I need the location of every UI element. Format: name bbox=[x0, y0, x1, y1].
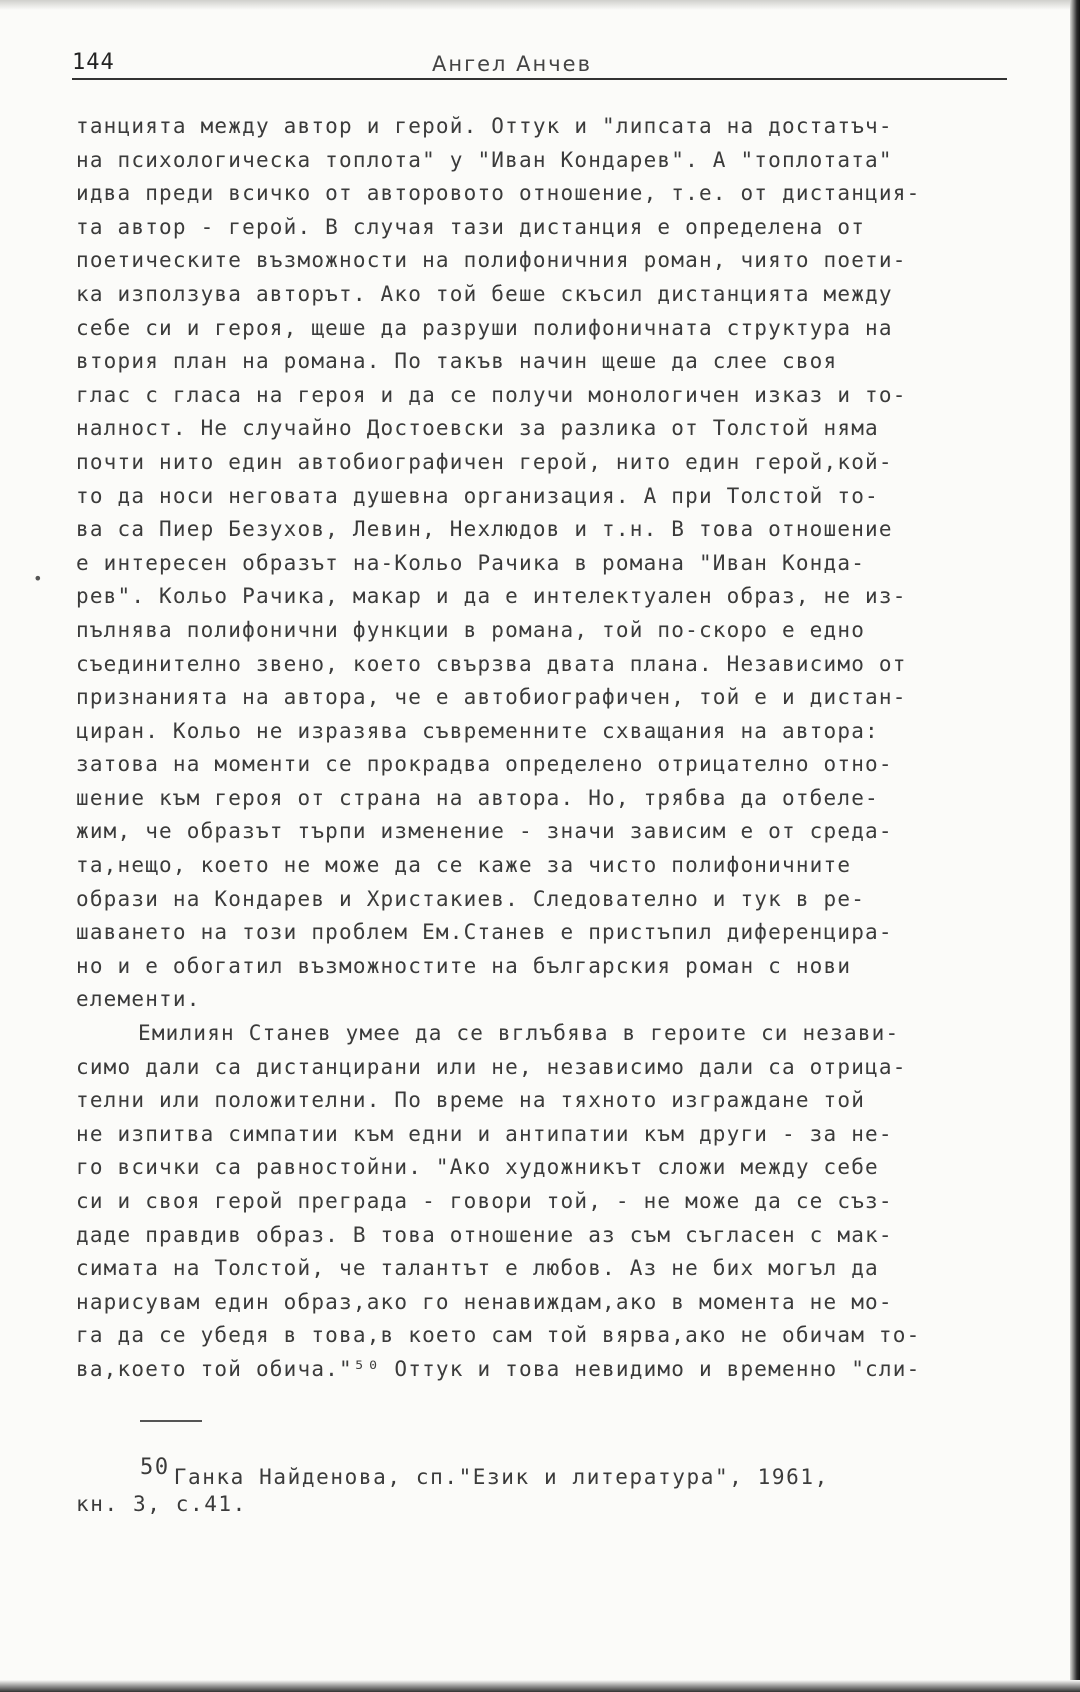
footnote bbox=[76, 1450, 1011, 1522]
text-line: Емилиян Станев умее да се вглъбява в героите си незави- bbox=[138, 1021, 900, 1046]
text-line: телни или положителни. По време на тяхното изграждане той bbox=[76, 1088, 866, 1113]
footnote-line-1 bbox=[76, 1450, 1011, 1489]
text-line: е интересен образът на-Кольо Рачика в романа "Иван Конда- bbox=[76, 550, 866, 575]
text-line: втория план на романа. По такъв начин щеше да слее своя bbox=[76, 349, 838, 374]
text-line: та,нещо, което не може да се каже за чисто полифоничните bbox=[76, 853, 852, 878]
footnote-line-2: кн. 3, с.41. bbox=[76, 1492, 247, 1516]
page-top-edge bbox=[0, 0, 1080, 10]
text-line: образи на Кондарев и Христакиев. Следователно и тук в ре- bbox=[76, 886, 866, 911]
footnote-text: Ганка Найденова, сп."Език и литература", 1961, bbox=[173, 1465, 829, 1489]
text-line: глас с гласа на героя и да се получи монологичен изказ и то- bbox=[76, 382, 907, 407]
text-line: та автор - герой. В случая тази дистанция е определена от bbox=[76, 214, 866, 239]
text-line: ва,което той обича."⁵⁰ Оттук и това невидимо и временно "сли- bbox=[76, 1356, 921, 1381]
margin-mark: • bbox=[33, 569, 43, 588]
text-line: то да носи неговата душевна организация. А при Толстой то- bbox=[76, 483, 879, 508]
text-line: елементи. bbox=[76, 987, 201, 1012]
text-line: нарисувам един образ,ако го ненавиждам,ако в момента не мо- bbox=[76, 1289, 893, 1314]
running-head: Ангел Анчев bbox=[432, 52, 592, 76]
text-line: не изпитва симпатии към едни и антипатии към други - за не- bbox=[76, 1121, 893, 1146]
text-line: рев". Кольо Рачика, макар и да е интелектуален образ, не из- bbox=[76, 584, 907, 609]
paragraph-2 bbox=[76, 1017, 1011, 1387]
text-line: почти нито един автобиографичен герой, нито един герой,кой- bbox=[76, 449, 893, 474]
paragraph-1 bbox=[76, 110, 1011, 1017]
text-line: циран. Кольо не изразява съвременните схващания на автора: bbox=[76, 718, 879, 743]
header-rule bbox=[72, 78, 1007, 80]
text-line: симата на Толстой, че талантът е любов. Аз не бих могъл да bbox=[76, 1256, 879, 1281]
text-line: себе си и героя, щеше да разруши полифоничната структура на bbox=[76, 315, 893, 340]
text-line: затова на моменти се прокрадва определено отрицателно отно- bbox=[76, 752, 893, 777]
text-line: пълнява полифонични функции в романа, той по-скоро е едно bbox=[76, 617, 866, 642]
footnote-mark: 50 bbox=[140, 1455, 170, 1480]
page-header bbox=[72, 50, 1007, 80]
text-line: симо дали са дистанцирани или не, независимо дали са отрица- bbox=[76, 1054, 907, 1079]
text-line: съединително звено, което свързва двата плана. Независимо от bbox=[76, 651, 907, 676]
text-line: ва са Пиер Безухов, Левин, Нехлюдов и т.н. В това отношение bbox=[76, 517, 893, 542]
text-line: си и своя герой преграда - говори той, - не може да се съз- bbox=[76, 1189, 893, 1213]
text-line: шение към героя от страна на автора. Но, трябва да отбеле- bbox=[76, 785, 879, 810]
page-number: 144 bbox=[72, 50, 115, 75]
text-line: поетическите възможности на полифоничния роман, чиято поети- bbox=[76, 248, 907, 273]
text-line: танцията между автор и герой. Оттук и "липсата на достатъч- bbox=[76, 114, 893, 138]
footnote-rule bbox=[140, 1420, 202, 1422]
text-line: признанията на автора, че е автобиографичен, той е и дистан- bbox=[76, 685, 907, 710]
text-line: го всички са равностойни. "Ако художникът сложи между себе bbox=[76, 1155, 879, 1180]
text-line: на психологическа топлота" у "Иван Кондарев". А "топлотата" bbox=[76, 147, 893, 172]
text-line: но и е обогатил възможностите на българския роман с нови bbox=[76, 953, 852, 978]
text-line: га да се убедя в това,в което сам той вярва,ако не обичам то- bbox=[76, 1323, 921, 1348]
page-spine-shadow bbox=[1070, 0, 1080, 1692]
text-line: шаването на този проблем Ем.Станев е пристъпил диференцира- bbox=[76, 920, 893, 945]
page-bottom-edge bbox=[0, 1680, 1080, 1692]
text-line: даде правдив образ. В това отношение аз съм съгласен с мак- bbox=[76, 1222, 893, 1247]
text-line: жим, че образът търпи изменение - значи зависим е от среда- bbox=[76, 819, 893, 844]
text-line: идва преди всичко от авторовото отношение, т.е. от дистанция- bbox=[76, 181, 921, 206]
text-line: налност. Не случайно Достоевски за разлика от Толстой няма bbox=[76, 416, 879, 441]
body-text bbox=[76, 110, 1011, 1387]
text-line: ка използува авторът. Ако той беше скъсил дистанцията между bbox=[76, 281, 893, 306]
